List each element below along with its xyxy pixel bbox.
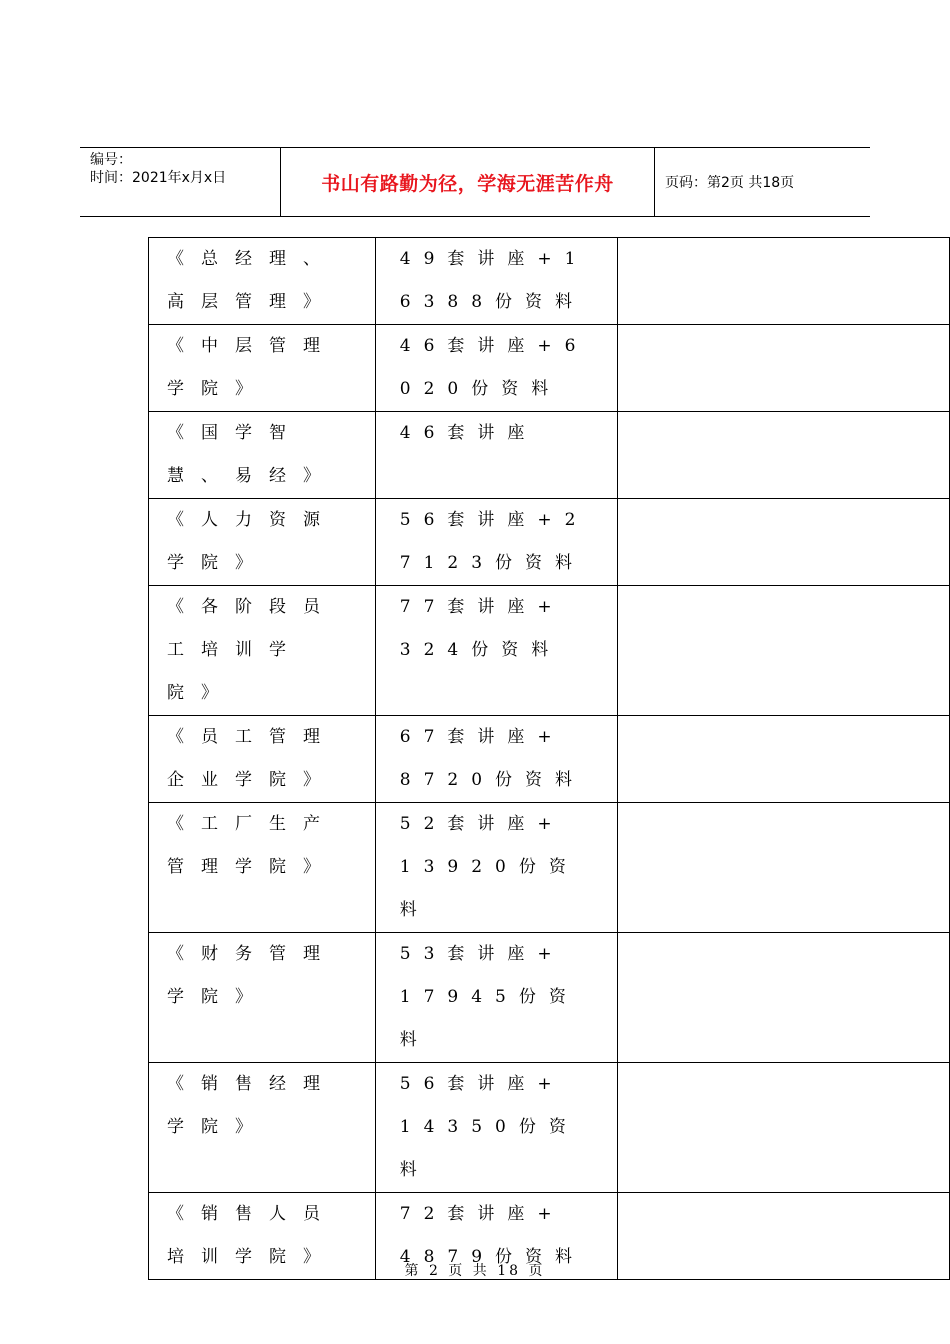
table-row: [149, 325, 950, 412]
course-name-cell: [149, 325, 376, 412]
course-note-cell: [618, 1063, 950, 1193]
table-row: [149, 499, 950, 586]
header-meta: [80, 148, 281, 216]
header-page-label: 页码：第2页 共18页: [665, 175, 795, 191]
table-row: [149, 586, 950, 716]
course-content-cell: [375, 325, 618, 412]
course-content-text: 52套讲座+ 13920份资料: [399, 814, 579, 920]
course-note-cell: [618, 499, 950, 586]
document-number-label: 编号：: [90, 152, 132, 168]
course-content-cell: [375, 238, 618, 325]
course-content-cell: [375, 586, 618, 716]
course-note-cell: [618, 325, 950, 412]
course-content-text: 56套讲座+ 14350份资料: [399, 1074, 579, 1180]
course-name-text: 《国学智慧、易经》: [167, 423, 337, 486]
course-content-text: 72套讲座+ 4879份资料: [399, 1204, 586, 1267]
course-name-text: 《人力资源学院》: [167, 510, 337, 573]
table-row: [149, 803, 950, 933]
course-name-text: 《销售经理学院》: [167, 1074, 337, 1137]
course-name-text: 《中层管理学院》: [167, 336, 337, 399]
course-content-cell: [375, 412, 618, 499]
course-name-cell: [149, 803, 376, 933]
course-name-text: 《总经理、高层管理》: [167, 249, 337, 312]
course-name-cell: [149, 586, 376, 716]
course-name-cell: [149, 238, 376, 325]
course-name-cell: [149, 933, 376, 1063]
course-content-cell: [375, 1063, 618, 1193]
course-content-cell: [375, 933, 618, 1063]
table-row: [149, 412, 950, 499]
course-name-cell: [149, 412, 376, 499]
course-note-cell: [618, 803, 950, 933]
course-name-text: 《财务管理学院》: [167, 944, 337, 1007]
table-row: [149, 1063, 950, 1193]
course-note-cell: [618, 933, 950, 1063]
course-content-cell: [375, 716, 618, 803]
header-motto-cell: [281, 148, 655, 216]
course-content-text: 49套讲座+16388份资料: [399, 249, 589, 312]
page-footer: 第 2 页 共 18 页: [404, 1263, 546, 1279]
course-content-text: 53套讲座+ 17945份资料: [399, 944, 579, 1050]
course-catalog-body: [149, 238, 950, 1280]
course-content-text: 56套讲座+27123份资料: [399, 510, 589, 573]
course-name-cell: [149, 499, 376, 586]
course-name-cell: [149, 1063, 376, 1193]
table-row: [149, 238, 950, 325]
course-content-cell: [375, 499, 618, 586]
course-name-cell: [149, 716, 376, 803]
course-note-cell: [618, 412, 950, 499]
course-content-cell: [375, 803, 618, 933]
course-name-text: 《销售人员培训学院》: [167, 1204, 337, 1267]
course-content-text: 67套讲座+ 8720份资料: [399, 727, 586, 790]
table-row: [149, 716, 950, 803]
course-content-text: 46套讲座+6020份资料: [399, 336, 589, 399]
course-catalog-table: [148, 237, 950, 1280]
course-name-text: 《各阶段员工培训学院》: [167, 597, 337, 703]
header-motto: 书山有路勤为径，学海无涯苦作舟: [321, 172, 614, 195]
table-row: [149, 933, 950, 1063]
header-page-cell: [655, 148, 870, 216]
course-name-text: 《员工管理企业学院》: [167, 727, 337, 790]
document-time-label: 时间：2021年x月x日: [90, 170, 227, 186]
course-content-text: 46套讲座: [399, 423, 538, 443]
course-name-text: 《工厂生产管理学院》: [167, 814, 337, 877]
page-header: [80, 147, 870, 217]
course-note-cell: [618, 586, 950, 716]
course-content-text: 77套讲座+ 324份资料: [399, 597, 565, 660]
course-note-cell: [618, 716, 950, 803]
course-note-cell: [618, 238, 950, 325]
